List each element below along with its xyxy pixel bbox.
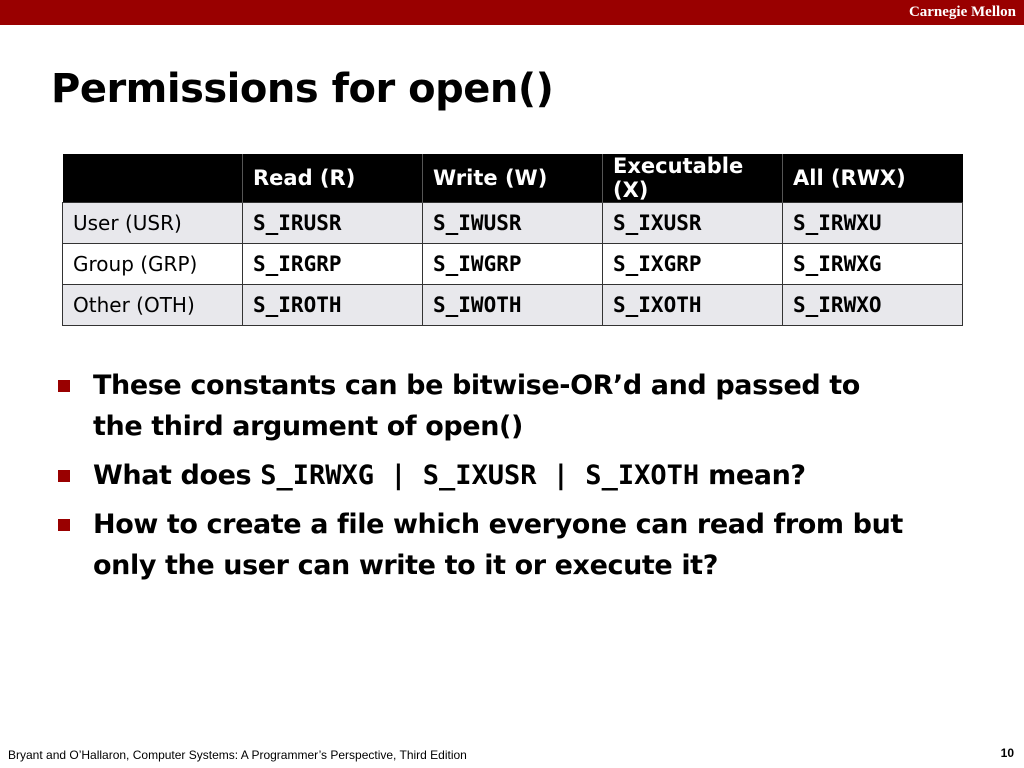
table-cell: S_IRUSR bbox=[243, 203, 423, 244]
page-number: 10 bbox=[1000, 746, 1014, 760]
table-cell: S_IWOTH bbox=[423, 285, 603, 326]
row-label: User (USR) bbox=[63, 203, 243, 244]
bullet-code: S_IRWXG | S_IXUSR | S_IXOTH bbox=[260, 460, 700, 491]
permissions-table bbox=[62, 154, 963, 326]
table-cell: S_IXUSR bbox=[603, 203, 783, 244]
brand-label: Carnegie Mellon bbox=[908, 4, 1016, 20]
table-header-cell bbox=[63, 154, 243, 203]
row-label: Group (GRP) bbox=[63, 244, 243, 285]
table-row bbox=[63, 203, 963, 244]
bullet-item bbox=[56, 365, 916, 447]
bullet-list bbox=[56, 365, 916, 594]
table-cell: S_IWGRP bbox=[423, 244, 603, 285]
table-header-cell: All (RWX) bbox=[783, 154, 963, 203]
footer-citation: Bryant and O’Hallaron, Computer Systems: A Programmer’s Perspective, Third Edition bbox=[8, 748, 467, 762]
bullet-square-icon bbox=[58, 470, 70, 482]
header-bar bbox=[0, 0, 1024, 25]
slide-title: Permissions for open() bbox=[51, 66, 554, 112]
table-cell: S_IROTH bbox=[243, 285, 423, 326]
table-cell: S_IWUSR bbox=[423, 203, 603, 244]
row-label: Other (OTH) bbox=[63, 285, 243, 326]
table-header-cell: Executable (X) bbox=[603, 154, 783, 203]
table-row bbox=[63, 244, 963, 285]
bullet-text: How to create a file which everyone can read from but only the user can write to it or execute it? bbox=[93, 509, 903, 581]
bullet-square-icon bbox=[58, 380, 70, 392]
table-cell: S_IRWXU bbox=[783, 203, 963, 244]
bullet-square-icon bbox=[58, 519, 70, 531]
table-cell: S_IXOTH bbox=[603, 285, 783, 326]
bullet-item bbox=[56, 455, 916, 496]
bullet-text-prefix: What does bbox=[93, 460, 261, 491]
table-cell: S_IRWXG bbox=[783, 244, 963, 285]
table-header-row bbox=[63, 154, 963, 203]
table-row bbox=[63, 285, 963, 326]
table-cell: S_IRGRP bbox=[243, 244, 423, 285]
table-header-cell: Write (W) bbox=[423, 154, 603, 203]
table-cell: S_IRWXO bbox=[783, 285, 963, 326]
bullet-item bbox=[56, 504, 916, 586]
table-header-cell: Read (R) bbox=[243, 154, 423, 203]
table-cell: S_IXGRP bbox=[603, 244, 783, 285]
bullet-text: These constants can be bitwise-OR’d and passed to the third argument of open() bbox=[93, 370, 860, 442]
bullet-text-suffix: mean? bbox=[699, 460, 806, 491]
